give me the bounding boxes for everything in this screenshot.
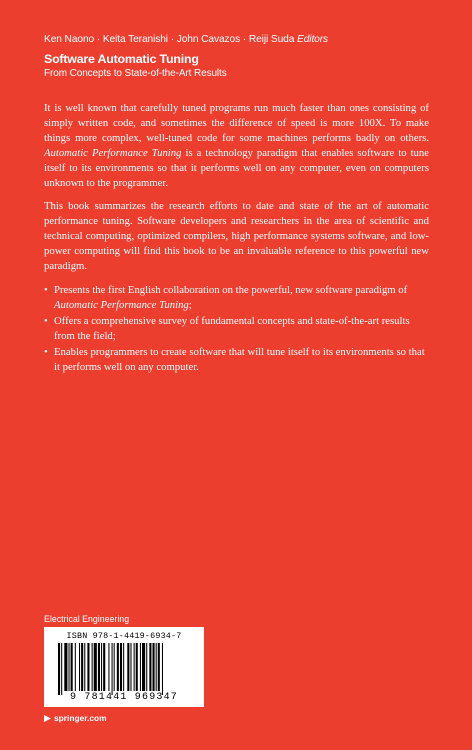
barcode-bar [58,643,60,695]
description-paragraph-2: This book summarizes the research efforts to date and state of the art of automatic performance tuning. Software developers and researchers in the area of scientific and technical computing, optimized compilers, high performance systems software, and low-power computing will find this book to be an invaluable reference to this powerful new paradigm. [44,200,429,273]
barcode-bar [149,643,151,691]
barcode-bar [81,643,83,691]
barcode-bar [130,643,131,691]
description [44,101,429,375]
barcode-bar [136,643,138,691]
barcode-bar [127,643,129,691]
barcode-panel [44,627,204,707]
editors-names: Ken Naono · Keita Teranishi · John Cavazos · Reiji Suda [44,34,295,45]
b1-text: Presents the first English collaboration on the powerful, new software paradigm of [54,283,408,296]
barcode-bar [123,643,124,691]
feature-item [44,283,429,313]
barcode-bar [162,643,163,695]
barcode-bar [140,643,141,691]
right-arrow-icon [44,715,51,722]
barcode-bar [146,643,147,691]
barcode-bar [87,643,89,691]
b1-end: ; [188,298,192,311]
barcode-bar [108,643,109,691]
barcode-bar [134,643,135,691]
barcode-bar [71,643,73,691]
feature-item: • Offers a comprehensive survey of fundamental concepts and state-of-the-art results from the field; [44,314,429,344]
barcode-bar [94,643,97,691]
barcode-bar [101,643,102,691]
barcode-bar [112,643,113,695]
barcode-bar [117,643,119,691]
subject-category: Electrical Engineering [44,614,130,624]
p1-italic: Automatic Performance Tuning [44,146,182,159]
p1-text: It is well known that carefully tuned programs run much faster than ones consisting of simply written code, and sometimes the difference of speed is more 100X. To make things more complex, well-tuned code for some machines performs badly on others. [44,102,429,144]
b1-italic: Automatic Performance Tuning [54,298,189,311]
barcode-bar [103,643,105,691]
barcode-bar [64,643,67,691]
editors-suffix: Editors [297,34,329,45]
barcode-digits: 9 781441 969347 [69,692,178,703]
barcode-bar [142,643,145,691]
barcode-bar [79,643,80,691]
barcode-bar [120,643,122,691]
barcode-bar [61,643,62,695]
publisher-url: springer.com [54,713,107,723]
barcode-bar [153,643,155,691]
barcode-bar [92,643,93,691]
isbn-text: ISBN 978-1-4419-6934-7 [66,631,182,641]
book-title: Software Automatic Tuning [44,52,199,66]
p1-rest: is a technology paradigm that enables software to tune itself to its environments so that it performs well on any computer, even on computers unknown to the programmer. [44,146,429,189]
barcode-bar [156,643,157,691]
barcode-bar [158,643,160,691]
editors-line [44,34,444,45]
barcode-bar [75,643,76,691]
barcode-bar [114,643,115,691]
publisher-link[interactable] [44,713,107,723]
barcode-bar [84,643,85,691]
barcode-bar [98,643,100,691]
book-subtitle: From Concepts to State-of-the-Art Results [44,68,227,79]
feature-list [44,283,429,374]
feature-item: • Enables programmers to create software that will tune itself to its environments so that it performs well on any computer. [44,345,429,375]
barcode-bar [69,643,70,691]
description-paragraph-1 [44,101,429,190]
